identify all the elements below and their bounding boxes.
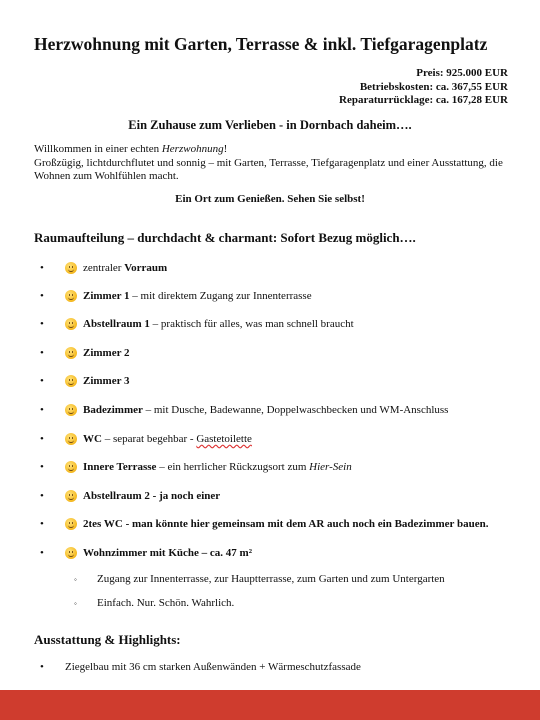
item-text bbox=[83, 461, 352, 473]
bullet: • bbox=[40, 318, 44, 330]
bullet: • bbox=[40, 262, 44, 274]
smiling-face-icon bbox=[65, 404, 77, 416]
list-item bbox=[40, 488, 220, 504]
sub-item-text: Zugang zur Innenterrasse, zur Hauptterrasse, zum Garten und zum Untergarten bbox=[97, 573, 445, 585]
bullet: • bbox=[40, 518, 44, 530]
list-item bbox=[40, 260, 167, 276]
bullet: • bbox=[40, 375, 44, 387]
smiling-face-icon bbox=[65, 518, 77, 530]
bullet: • bbox=[40, 461, 44, 473]
item-label: Wohnzimmer mit Küche – ca. 47 m² bbox=[83, 547, 252, 559]
item-text bbox=[83, 318, 354, 330]
list-item bbox=[40, 402, 448, 418]
smiling-face-icon bbox=[65, 290, 77, 302]
item-text bbox=[83, 433, 252, 445]
item-description: – separat begehbar - bbox=[101, 433, 197, 445]
intro-text bbox=[34, 143, 504, 184]
bullet: • bbox=[40, 404, 44, 416]
spellcheck-flagged-word: Gastetoilette bbox=[196, 433, 252, 445]
footer-bar bbox=[0, 690, 540, 720]
smiling-face-icon bbox=[65, 318, 77, 330]
bullet: • bbox=[40, 290, 44, 302]
item-label: Abstellraum 1 bbox=[83, 318, 150, 330]
bullet: • bbox=[40, 661, 44, 673]
bullet: • bbox=[40, 547, 44, 559]
item-prefix: zentraler bbox=[83, 262, 125, 274]
sub-list-item bbox=[74, 571, 445, 587]
list-item bbox=[40, 545, 252, 561]
item-italic: Hier-Sein bbox=[309, 461, 352, 473]
item-label: Zimmer 2 bbox=[83, 347, 130, 359]
item-label: WC bbox=[83, 433, 102, 445]
tagline: Ein Zuhause zum Verlieben - in Dornbach daheim…. bbox=[128, 118, 412, 132]
item-description: – praktisch für alles, was man schnell braucht bbox=[149, 318, 354, 330]
list-item bbox=[40, 316, 354, 332]
item-label: Zimmer 3 bbox=[83, 375, 130, 387]
price-block bbox=[339, 67, 508, 108]
smiling-face-icon bbox=[65, 262, 77, 274]
smiling-face-icon bbox=[65, 347, 77, 359]
item-text bbox=[83, 404, 448, 416]
list-item bbox=[40, 288, 312, 304]
smiling-face-icon bbox=[65, 375, 77, 387]
list-item bbox=[40, 345, 130, 361]
rooms-section-title: Raumaufteilung – durchdacht & charmant: Sofort Bezug möglich…. bbox=[34, 230, 416, 245]
list-item bbox=[40, 659, 361, 675]
smiling-face-icon bbox=[65, 547, 77, 559]
item-label: Zimmer 1 bbox=[83, 290, 130, 302]
list-item bbox=[40, 431, 252, 447]
bullet: • bbox=[40, 433, 44, 445]
operating-costs: Betriebskosten: ca. 367,55 EUR bbox=[359, 80, 508, 93]
smiling-face-icon bbox=[65, 490, 77, 502]
sub-bullet: ◦ bbox=[74, 598, 77, 608]
bullet: • bbox=[40, 490, 44, 502]
repair-reserve: Reparaturrücklage: ca. 167,28 EUR bbox=[339, 94, 508, 106]
intro-suffix: ! bbox=[223, 143, 228, 155]
intro-italic-word: Herzwohnung bbox=[161, 143, 224, 155]
listing-title: Herzwohnung mit Garten, Terrasse & inkl. Tiefgaragenplatz bbox=[34, 34, 488, 54]
list-item bbox=[40, 516, 488, 532]
item-description: – ein herrlicher Rückzugsort zum bbox=[156, 461, 310, 473]
smiling-face-icon bbox=[65, 461, 77, 473]
item-label: Abstellraum 2 - ja noch einer bbox=[83, 490, 221, 502]
motto: Ein Ort zum Genießen. Sehen Sie selbst! bbox=[175, 193, 365, 205]
intro-line-1 bbox=[34, 143, 504, 157]
item-description: – mit direktem Zugang zur Innenterrasse bbox=[129, 290, 312, 302]
item-description: – mit Dusche, Badewanne, Doppelwaschbecken und WM-Anschluss bbox=[142, 404, 449, 416]
item-label: Badezimmer bbox=[83, 404, 143, 416]
sub-list-item bbox=[74, 595, 234, 611]
item-label: Vorraum bbox=[124, 262, 168, 274]
item-text bbox=[83, 290, 312, 302]
list-item bbox=[40, 373, 130, 389]
price: Preis: 925.000 EUR bbox=[416, 67, 508, 79]
sub-item-text: Einfach. Nur. Schön. Wahrlich. bbox=[97, 597, 235, 609]
features-section-title: Ausstattung & Highlights: bbox=[34, 632, 181, 647]
bullet: • bbox=[40, 347, 44, 359]
item-label: Innere Terrasse bbox=[83, 461, 157, 473]
smiling-face-icon bbox=[65, 433, 77, 445]
list-item bbox=[40, 459, 352, 475]
item-text: Ziegelbau mit 36 cm starken Außenwänden + Wärmeschutzfassade bbox=[65, 661, 361, 673]
sub-bullet: ◦ bbox=[74, 574, 77, 584]
intro-line-2: Großzügig, lichtdurchflutet und sonnig – mit Garten, Terrasse, Tiefgaragenplatz und einer Ausstattung, die Wohnen zum Wohlfühlen macht. bbox=[34, 156, 503, 182]
intro-prefix: Willkommen in einer echten bbox=[34, 143, 162, 155]
item-label: 2tes WC - man könnte hier gemeinsam mit dem AR auch noch ein Badezimmer bauen. bbox=[83, 518, 489, 530]
item-text bbox=[83, 262, 167, 274]
